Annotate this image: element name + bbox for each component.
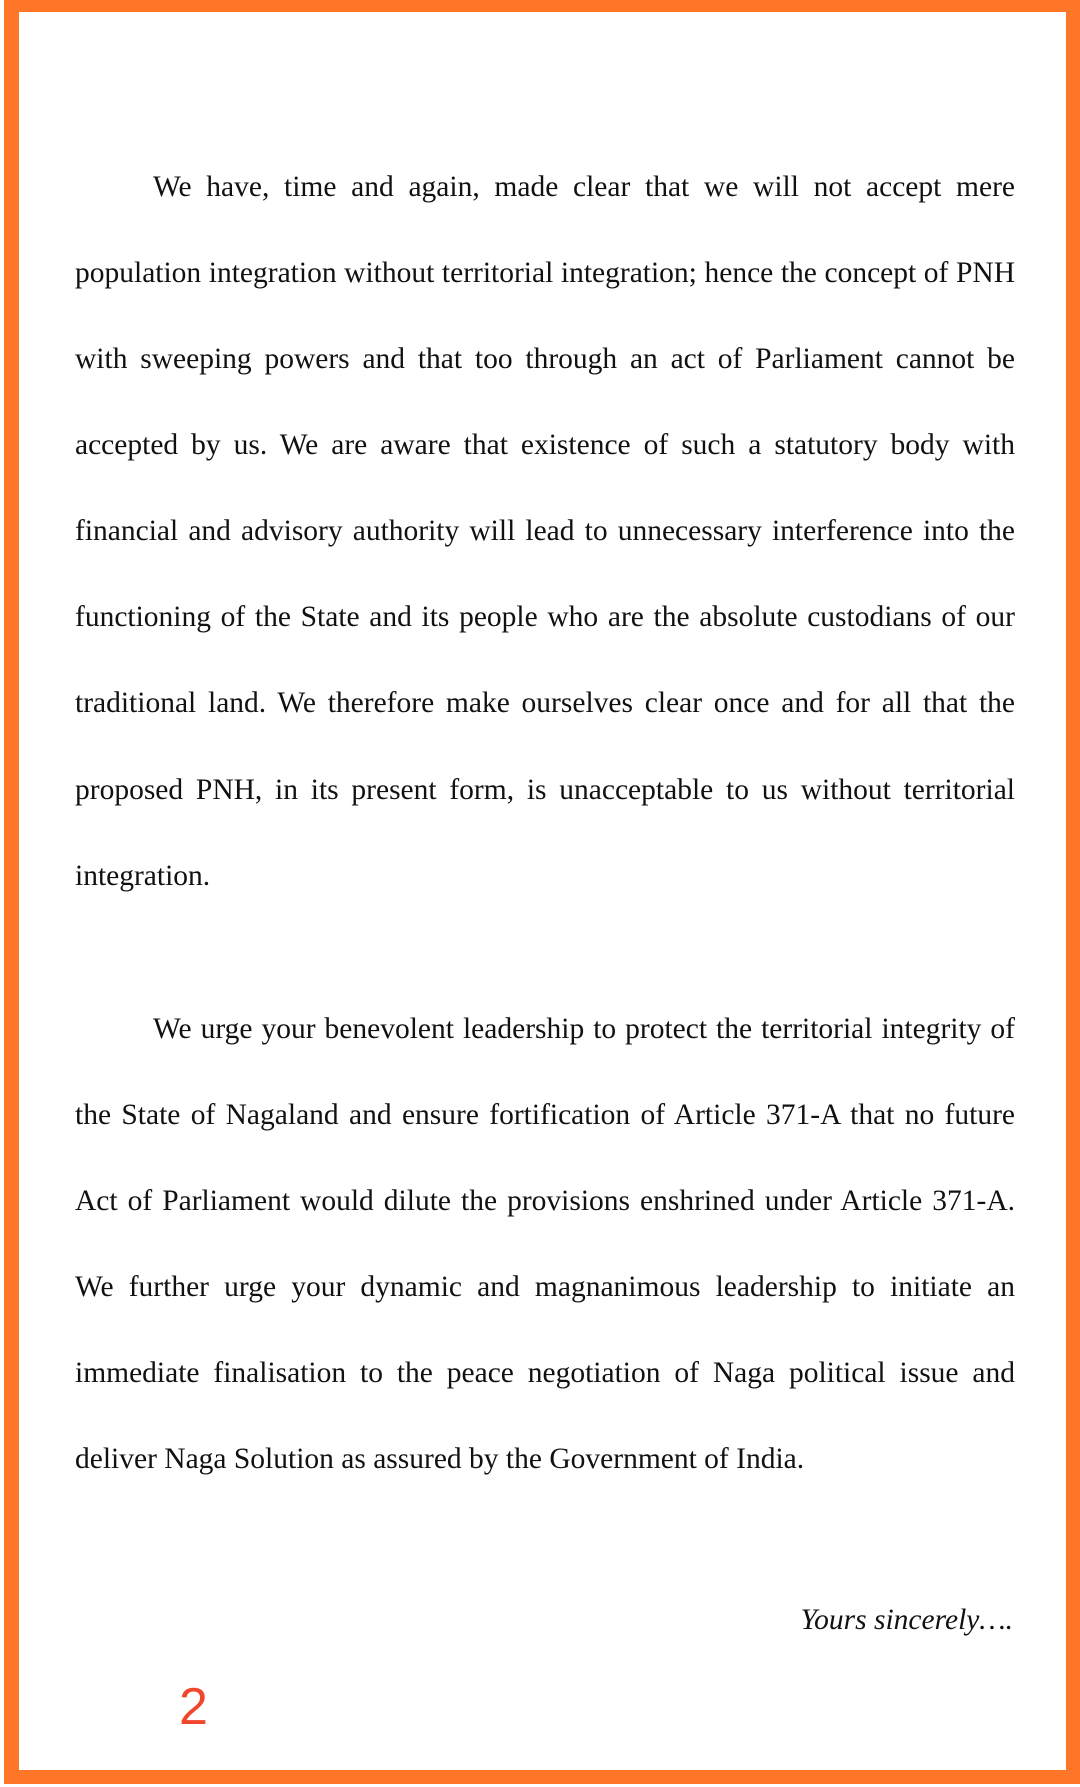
paragraph-line: population integration without territorial integration; hence the concept of PNH <box>75 257 1015 289</box>
paragraph-line: deliver Naga Solution as assured by the Government of India. <box>75 1443 805 1475</box>
paragraph-line: functioning of the State and its people who are the absolute custodians of our <box>75 601 1015 633</box>
paragraph-line: proposed PNH, in its present form, is unacceptable to us without territorial <box>75 774 1015 806</box>
paragraph-line: immediate finalisation to the peace negotiation of Naga political issue and <box>75 1357 1015 1389</box>
page-number: 2 <box>179 1678 208 1736</box>
paragraph-line: We have, time and again, made clear that we will not accept mere <box>153 171 1015 203</box>
paragraph-line: with sweeping powers and that too through an act of Parliament cannot be <box>75 343 1015 375</box>
paragraph-line: integration. <box>75 860 211 892</box>
paragraph-line: accepted by us. We are aware that existence of such a statutory body with <box>75 429 1015 461</box>
paragraph-line: traditional land. We therefore make ourselves clear once and for all that the <box>75 687 1015 719</box>
paragraph-line: We further urge your dynamic and magnanimous leadership to initiate an <box>75 1271 1015 1303</box>
paragraph-line: financial and advisory authority will lead to unnecessary interference into the <box>75 515 1015 547</box>
closing-salutation: Yours sincerely…. <box>800 1604 1013 1636</box>
paragraph-line: We urge your benevolent leadership to protect the territorial integrity of <box>153 1013 1015 1045</box>
paragraph-line: Act of Parliament would dilute the provisions enshrined under Article 371-A. <box>75 1185 1015 1217</box>
paragraph-line: the State of Nagaland and ensure fortification of Article 371-A that no future <box>75 1099 1015 1131</box>
